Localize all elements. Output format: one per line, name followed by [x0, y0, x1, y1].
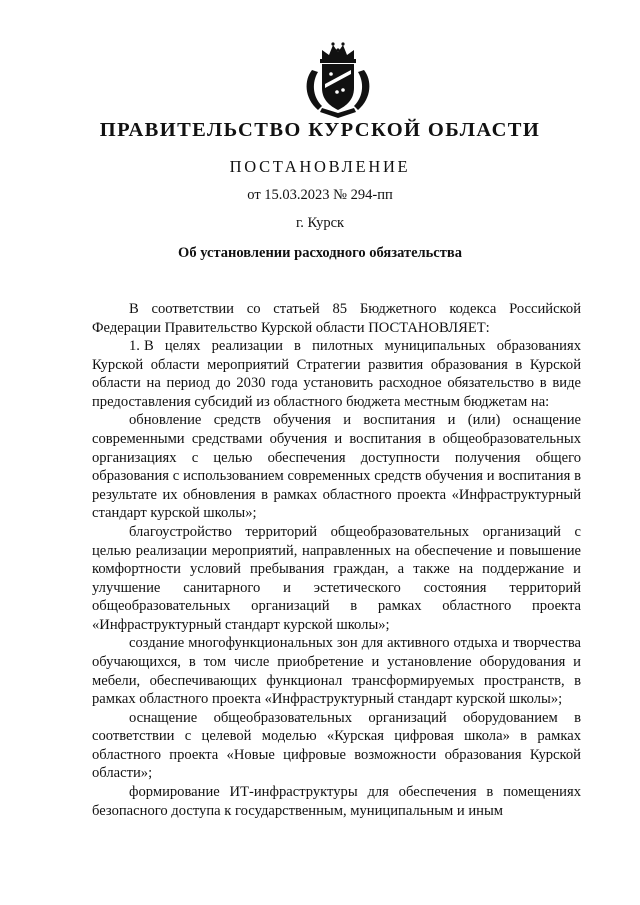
- document-subject: Об установлении расходного обязательства: [178, 245, 462, 261]
- item-1-paragraph: [92, 337, 581, 411]
- subitem-paragraph: формирование ИТ-инфраструктуры для обеспечения в помещениях безопасного доступа к государственным, муниципальным и иным: [92, 784, 581, 819]
- document-city: г. Курск: [295, 215, 345, 231]
- item-text: В целях реализации в пилотных муниципальных образованиях Курской области мероприятий Стратегии развития образования в Курской области на период до 2030 года установить расходное обязательство в виде предоставления субсидий из областного бюджета местным бюджетам на:: [92, 338, 581, 410]
- document-date-number: от 15.03.2023 № 294-пп: [247, 187, 393, 203]
- document-type: ПОСТАНОВЛЕНИЕ: [229, 157, 411, 176]
- subitem-paragraph: оснащение общеобразовательных организаций оборудованием в соответствии с целевой моделью «Курская цифровая школа» в рамках областного проекта «Новые цифровые возможности образования Курской области»;: [92, 709, 581, 782]
- document-body: [92, 300, 581, 820]
- subitem-paragraph: благоустройство территорий общеобразовательных организаций с целью реализации мероприятий, направленных на обеспечение и повышение комфортности условий пребывания граждан, а также на поддержание и улучшение санитарного и эстетического состояния территорий общеобразовательных организаций в рамках областного проекта «Инфраструктурный стандарт курской школы»;: [92, 523, 581, 633]
- subitem-paragraph: обновление средств обучения и воспитания и (или) оснащение современными средствами обучения и воспитания в общеобразовательных организациях с целью обеспечения доступности получения общего образования с использованием современных средств обучения и воспитания в результате их обновления в рамках областного проекта «Инфраструктурный стандарт курской школы»;: [92, 412, 581, 522]
- kursk-region-coat-of-arms-icon: [298, 40, 378, 120]
- item-number: 1.: [129, 338, 140, 355]
- preamble-paragraph: В соответствии со статьей 85 Бюджетного кодекса Российской Федерации Правительство Курской области ПОСТАНОВЛЯЕТ:: [92, 301, 581, 336]
- subitem-paragraph: создание многофункциональных зон для активного отдыха и творчества обучающихся, в том числе приобретение и установление оборудования и мебели, обеспечивающих функционал трансформируемых пространств, в рамках областного проекта «Инфраструктурный стандарт курской школы»;: [92, 635, 581, 708]
- organization-title: ПРАВИТЕЛЬСТВО КУРСКОЙ ОБЛАСТИ: [99, 119, 541, 141]
